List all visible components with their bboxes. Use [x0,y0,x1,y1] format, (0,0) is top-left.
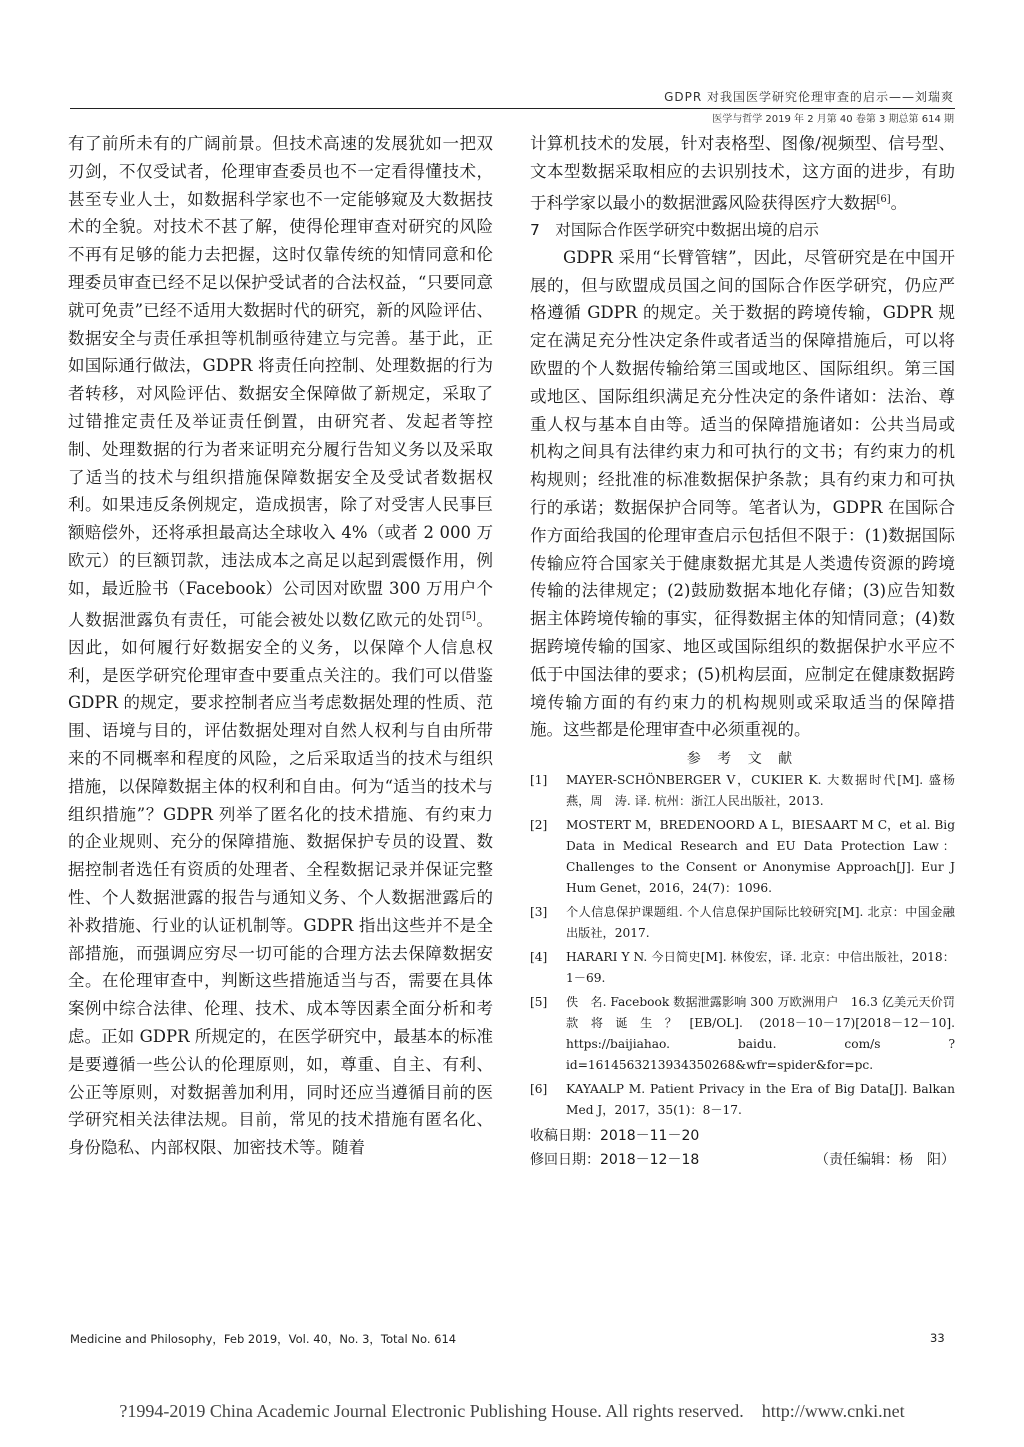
citation-superscript: [6] [876,193,891,205]
running-header-title: GDPR 对我国医学研究伦理审查的启示——刘瑞爽 [664,90,954,104]
revised-date: 修回日期：2018－12－18 [530,1152,700,1169]
reference-number: [3] [530,905,548,920]
right-column [530,130,955,1172]
footer-journal-info: Medicine and Philosophy，Feb 2019，Vol. 40，No. 3，Total No. 614 [70,1332,457,1346]
reference-item [530,815,955,899]
reference-item [530,902,955,944]
reference-number: [4] [530,950,548,965]
reference-text: MOSTERT M，BREDENOORD A L，BIESAART M C，et al. Big Data in Medical Research and EU Data Protection Law：Challenges to the Consent or Anonymise Approach[J]. Eur J Hum Genet，2016，24(7)：1096. [566,818,955,896]
reference-item [530,992,955,1076]
body-paragraph [68,130,493,1162]
left-column [68,130,493,1162]
reference-text: KAYAALP M. Patient Privacy in the Era of Big Data[J]. Balkan Med J，2017，35(1)：8－17. [566,1082,955,1118]
reference-item [530,770,955,812]
reference-text: MAYER-SCHÖNBERGER V，CUKIER K. 大数据时代[M]. 盛杨燕，周 涛. 译. 杭州：浙江人民出版社，2013. [566,773,955,809]
reference-text: 佚 名. Facebook 数据泄露影响 300 万欧洲用户 16.3 亿美元天价罚款将诞生？[EB/OL]. (2018－10－17)[2018－12－10]. https://baijiahao. baidu. com/s ?id=1614563213934350268&wfr=spider&for=pc. [566,995,955,1073]
section-heading: 7 对国际合作医学研究中数据出境的启示 [530,220,819,239]
body-paragraph [530,130,955,217]
citation-superscript: [5] [461,610,476,622]
body-paragraph: GDPR 采用“长臂管辖”，因此，尽管研究是在中国开展的，但与欧盟成员国之间的国际合作医学研究，仍应严格遵循 GDPR 的规定。关于数据的跨境传输，GDPR 规定在满足充分性决定条件或者适当的保障措施后，可以将欧盟的个人数据传输给第三国或地区、国际组织。第三国或地区、国际组织满足充分性决定的条件诸如：法治、尊重人权与基本自由等。适当的保障措施诸如：公共当局或机构之间具有法律约束力和可执行的文书；有约束力的机构规则；经批准的标准数据保护条款；具有约束力和可执行的承诺；数据保护合同等。笔者认为，GDPR 在国际合作方面给我国的伦理审查启示包括但不限于：(1)数据国际传输应符合国家关于健康数据尤其是人类遗传资源的跨境传输的法律规定；(2)鼓励数据本地化存储；(3)应告知数据主体跨境传输的事实，征得数据主体的知情同意；(4)数据跨境传输的国家、地区或国际组织的数据保护水平应不低于中国法律的要求；(5)机构层面，应制定在健康数据跨境传输方面的有约束力的机构规则或采取适当的保障措施。这些都是伦理审查中必须重视的。 [530,247,955,740]
reference-text: HARARI Y N. 今日简史[M]. 林俊宏，译. 北京：中信出版社，2018：1－69. [566,950,955,986]
received-date: 收稿日期：2018－11－20 [530,1128,700,1145]
revised-row [530,1148,955,1172]
paragraph-text: 。因此，如何履行好数据安全的义务，以保障个人信息权利，是医学研究伦理审查中要重点关注的。我们可以借鉴 GDPR 的规定，要求控制者应当考虑数据处理的性质、范围、语境与目的，评估数据处理对自然人权利与自由所带来的不同概率和程度的风险，之后采取适当的技术与组织措施，以保障数据主体的权利和自由。何为“适当的技术与组织措施”？GDPR 列举了匿名化的技术措施、有约束力的企业规则、充分的保障措施、数据保护专员的设置、数据控制者选任有资质的处理者、全程数据记录并保证完整性、个人数据泄露的报告与通知义务、个人数据泄露后的补救措施、行业的认证机制等。GDPR 指出这些并不是全部措施，而强调应穷尽一切可能的合理方法去保障数据安全。在伦理审查中，判断这些措施适当与否，需要在具体案例中综合法律、伦理、技术、成本等因素全面分析和考虑。正如 GDPR 所规定的，在医学研究中，最基本的标准是要遵循一些公认的伦理原则，如，尊重、自主、有利、公正等原则，对数据善加利用，同时还应当遵循目前的医学研究相关法律法规。目前，常见的技术措施有匿名化、身份隐私、内部权限、加密技术等。随着 [68,610,494,1158]
paragraph-text: 计算机技术的发展，针对表格型、图像/视频型、信号型、文本型数据采取相应的去识别技术，这方面的进步，有助于科学家以最小的数据泄露风险获得医疗大数据 [530,134,955,213]
references-title: 参 考 文 献 [686,751,799,768]
article-dates [530,1124,955,1172]
reference-number: [5] [530,995,548,1010]
copyright-watermark: ?1994-2019 China Academic Journal Electronic Publishing House. All rights reserved. http://www.cnki.net [119,1401,905,1421]
reference-text: 个人信息保护课题组. 个人信息保护国际比较研究[M]. 北京：中国金融出版社，2017. [566,905,955,941]
paragraph-text: 。 [890,193,908,213]
paragraph-text: 有了前所未有的广阔前景。但技术高速的发展犹如一把双刃剑，不仅受试者，伦理审查委员也不一定看得懂技术，甚至专业人士，如数据科学家也不一定能够窥及大数据技术的全貌。对技术不甚了解，使得伦理审查对研究的风险不再有足够的能力去把握，这时仅靠传统的知情同意和伦理委员审查已经不足以保护受试者的合法权益，“只要同意就可免责”已经不适用大数据时代的研究，新的风险评估、数据安全与责任承担等机制亟待建立与完善。基于此，正如国际通行做法，GDPR 将责任向控制、处理数据的行为者转移，对风险评估、数据安全保障做了新规定，采取了过错推定责任及举证责任倒置，由研究者、发起者等控制、处理数据的行为者来证明充分履行告知义务以及采取了适当的技术与组织措施保障数据安全及受试者数据权利。如果违反条例规定，造成损害，除了对受害人民事巨额赔偿外，还将承担最高达全球收入 4%（或者 2 000 万欧元）的巨额罚款，违法成本之高足以起到震慑作用，例如，最近脸书（Facebook）公司因对欧盟 300 万用户个人数据泄露负有责任，可能会被处以数亿欧元的处罚 [68,134,493,630]
reference-item [530,1079,955,1121]
reference-item [530,947,955,989]
reference-number: [6] [530,1082,548,1097]
reference-number: [2] [530,818,548,833]
reference-number: [1] [530,773,548,788]
responsible-editor: （责任编辑：杨 阳） [815,1152,955,1169]
reference-list [530,770,955,1121]
header-rule [70,108,955,109]
running-header-issue: 医学与哲学 2019 年 2 月第 40 卷第 3 期总第 614 期 [712,114,954,125]
page-number: 33 [930,1331,945,1345]
